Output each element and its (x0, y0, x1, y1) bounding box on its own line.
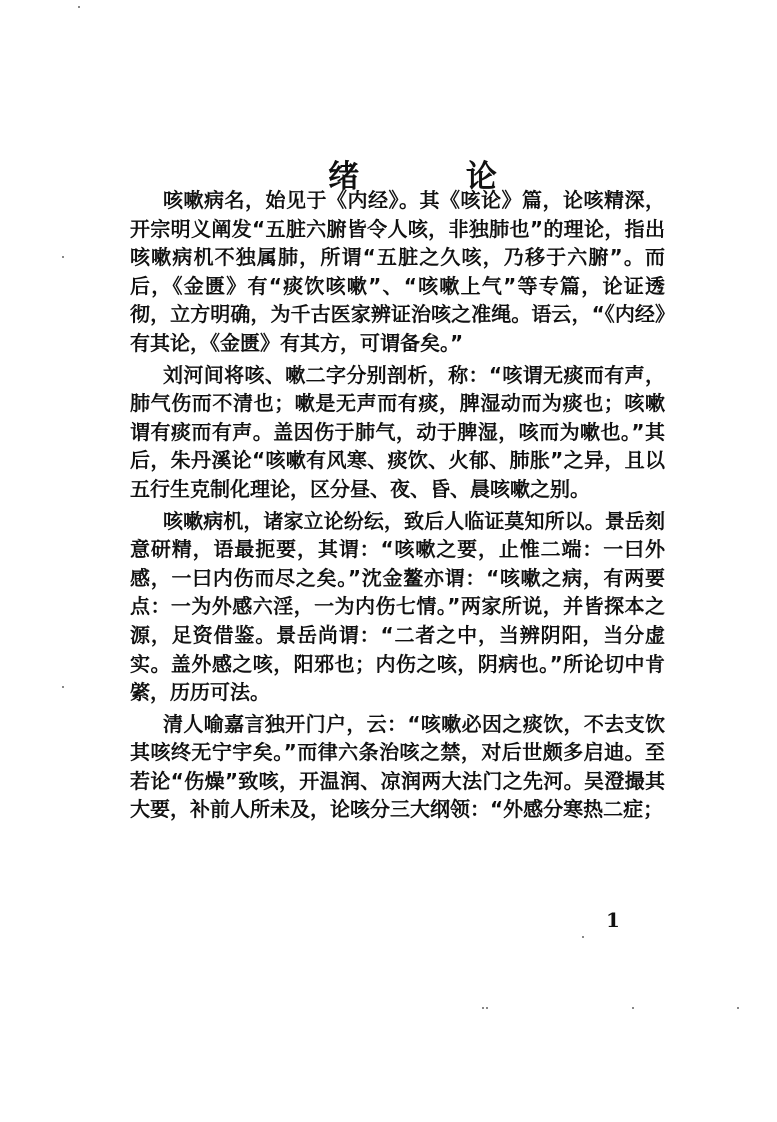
scan-speck (78, 6, 80, 8)
scan-speck (737, 1007, 739, 1009)
scan-speck (62, 256, 64, 258)
paragraph: 咳嗽病名，始见于《内经》。其《咳论》篇，论咳精深，开宗明义阐发“五脏六腑皆令人咳，非独肺也”的理论，指出咳嗽病机不独属肺，所谓“五脏之久咳，乃移于六腑”。而后，《金匮》有“痰饮咳嗽”、“咳嗽上气”等专篇，论证透彻，立方明确，为千古医家辨证治咳之准绳。语云，“《内经》有其论，《金匮》有其方，可谓备矣。” (130, 188, 665, 355)
page-number: 1 (606, 908, 620, 932)
paragraph: 咳嗽病机，诸家立论纷纭，致后人临证莫知所以。景岳刻意研精，语最扼要，其谓：“咳嗽之要，止惟二端：一曰外感，一曰内伤而尽之矣。”沈金鳌亦谓：“咳嗽之病，有两要点：一为外感六淫，一为内伤七情。”两家所说，并皆探本之源，足资借鉴。景岳尚谓：“二者之中，当辨阴阳，当分虚实。盖外感之咳，阳邪也；内伤之咳，阴病也。”所论切中肯綮，历历可法。 (130, 508, 665, 705)
chapter-title: 绪 论 (328, 158, 545, 195)
scan-speck (62, 686, 64, 688)
scan-speck (582, 936, 584, 938)
scan-speck (632, 1007, 634, 1009)
body-text (130, 186, 665, 827)
scan-speck (486, 1007, 488, 1009)
paragraph: 刘河间将咳、嗽二字分别剖析，称：“咳谓无痰而有声，肺气伤而不清也；嗽是无声而有痰，脾湿动而为痰也；咳嗽谓有痰而有声。盖因伤于肺气，动于脾湿，咳而为嗽也。”其后，朱丹溪论“咳嗽有风寒、痰饮、火郁、肺胀”之异，且以五行生克制化理论，区分昼、夜、昏、晨咳嗽之别。 (130, 362, 665, 501)
paragraph: 清人喻嘉言独开门户，云：“咳嗽必因之痰饮，不去支饮其咳终无宁宇矣。”而律六条治咳之禁，对后世颇多启迪。至若论“伤燥”致咳，开温润、凉润两大法门之先河。吴澄撮其大要，补前人所未及，论咳分三大纲领：“外感分寒热二症； (130, 711, 665, 822)
scan-speck (482, 1007, 484, 1009)
